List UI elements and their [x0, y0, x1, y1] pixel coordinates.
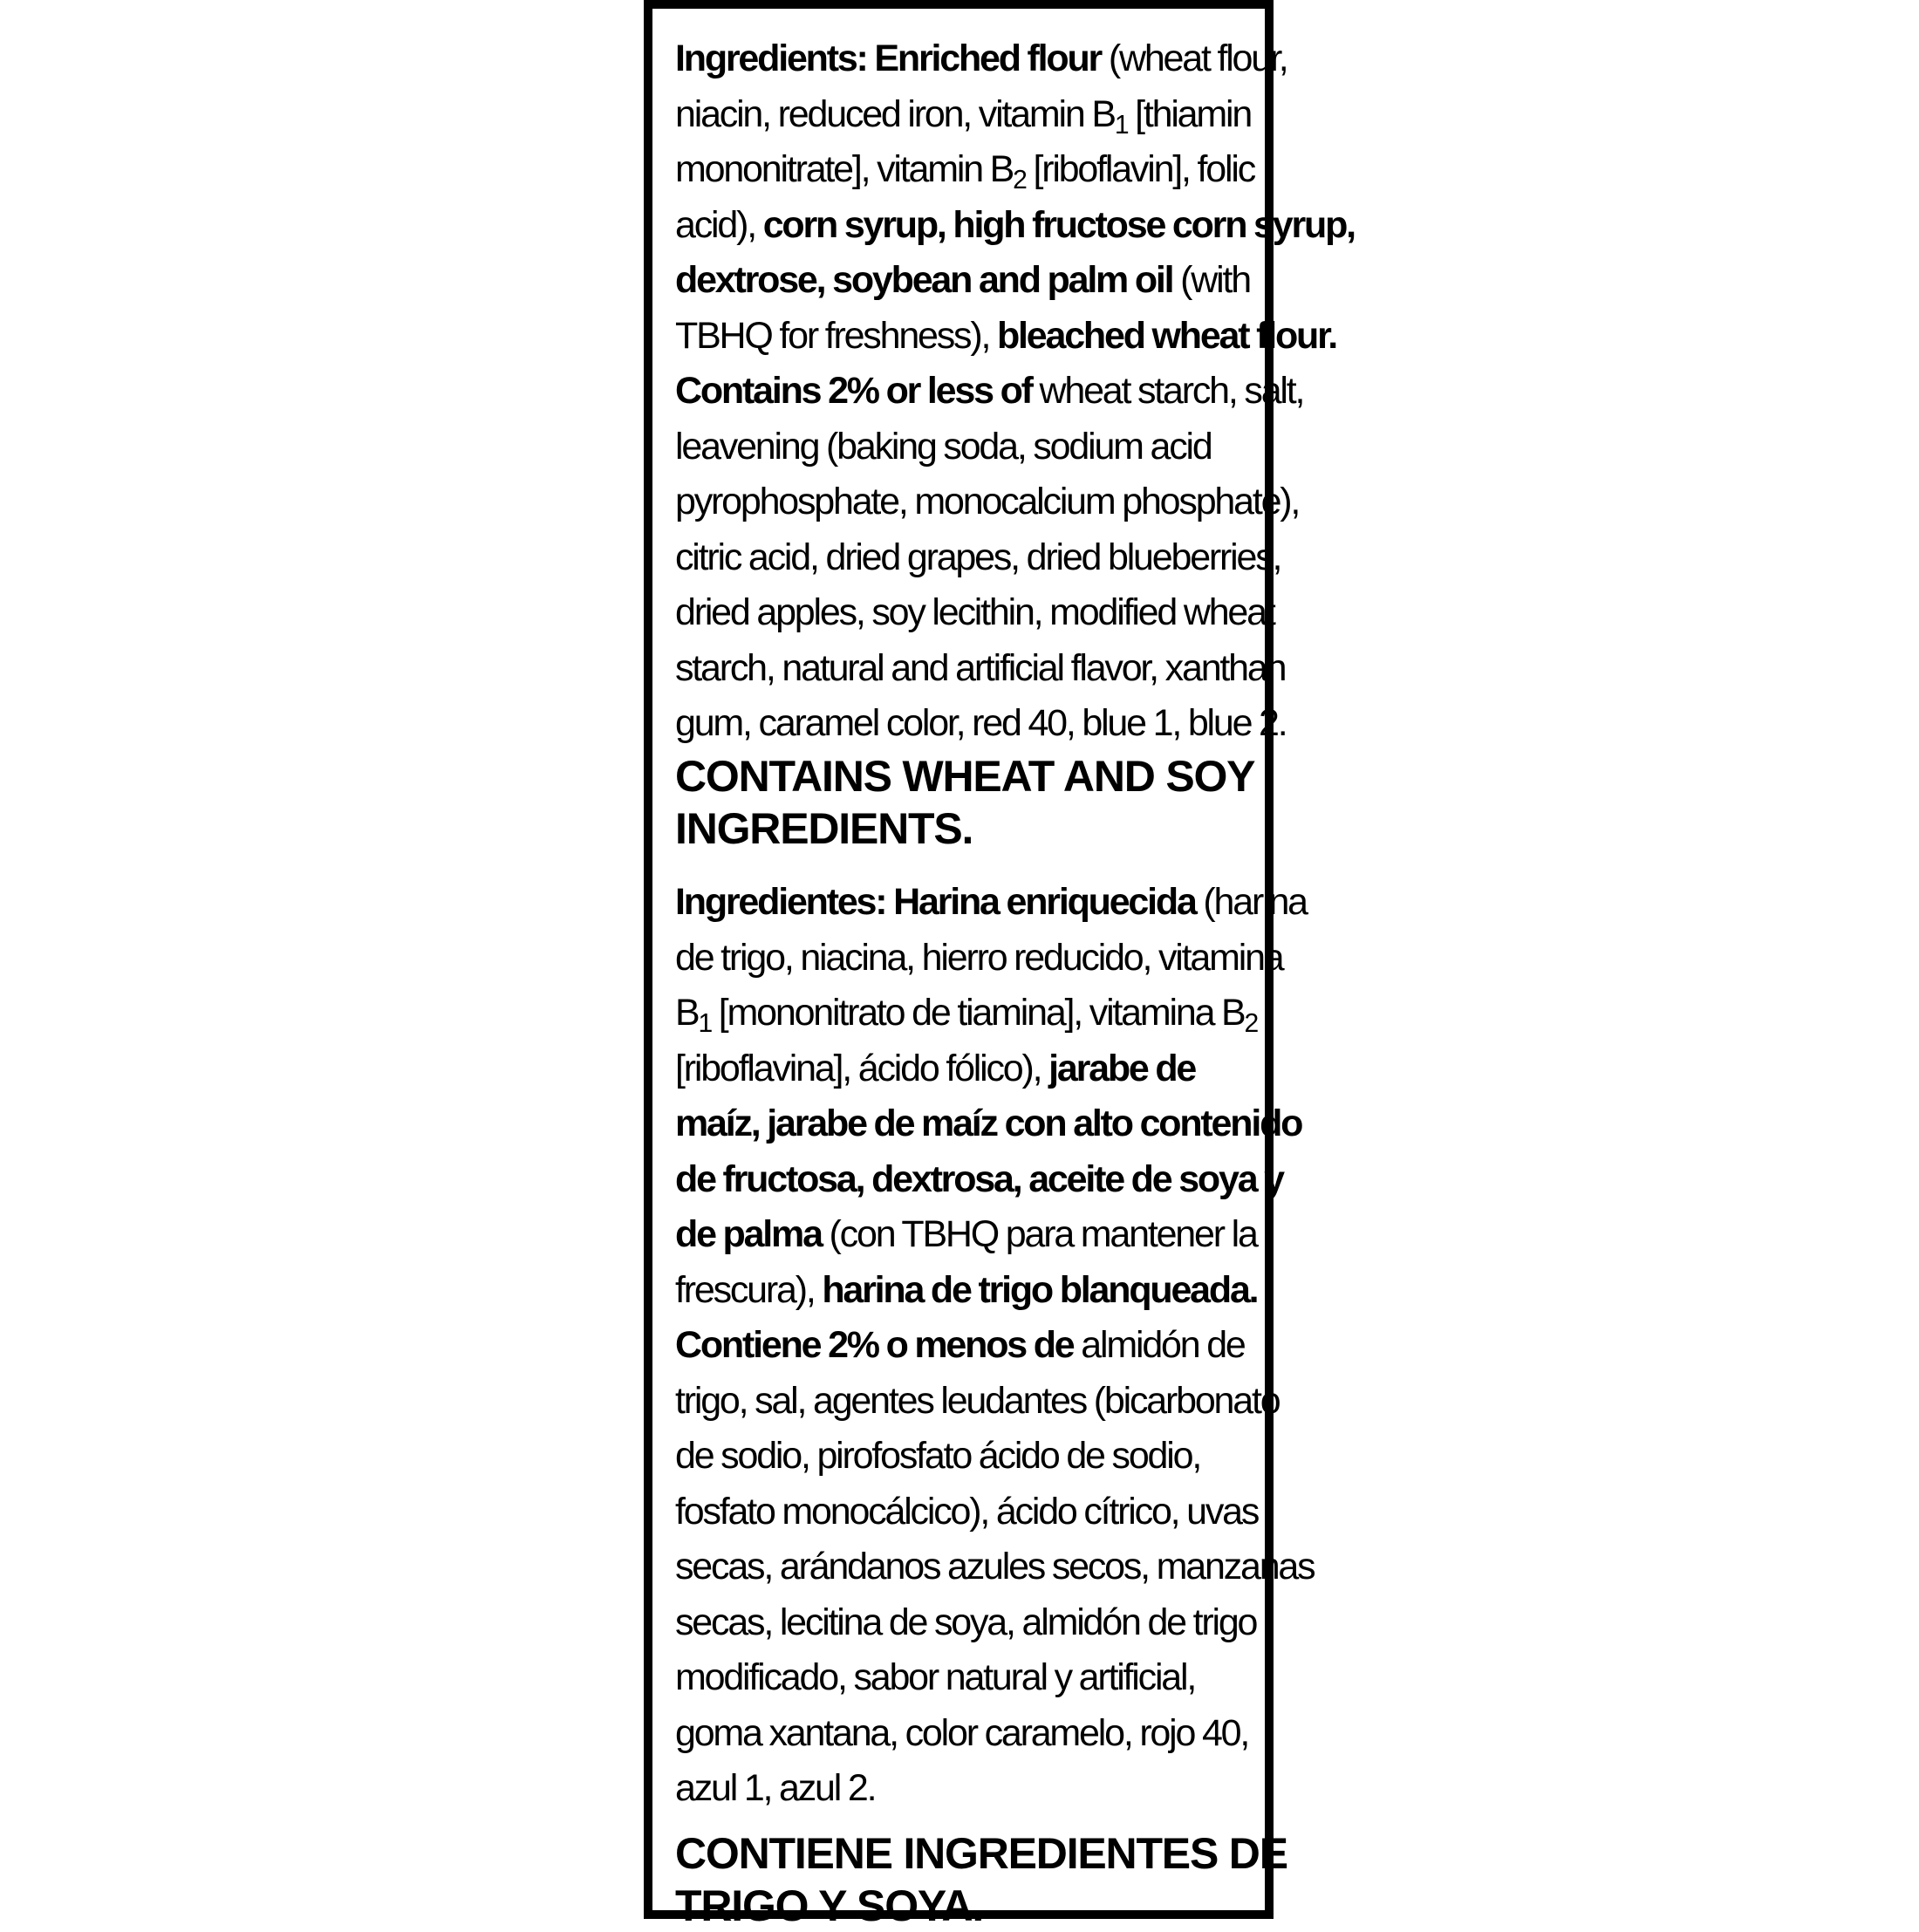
ingredient-line	[675, 641, 1286, 697]
text-run: acid),	[675, 203, 763, 246]
bold-run: maíz, jarabe de maíz con alto contenido	[675, 1103, 1302, 1144]
spanish-ingredients-text	[675, 875, 1315, 1817]
ingredient-line	[675, 1429, 1258, 1485]
text-run: mononitrate], vitamin B	[675, 148, 1014, 190]
ingredient-line	[675, 87, 1258, 143]
ingredient-line	[675, 1761, 1258, 1817]
text-run: (wheat flour,	[1101, 38, 1287, 79]
ingredient-line	[675, 198, 1355, 254]
ingredient-line	[675, 1263, 1258, 1319]
ingredient-line	[675, 474, 1300, 530]
subscript-run: 2	[1244, 1009, 1258, 1038]
ingredient-line	[675, 1152, 1283, 1208]
text-run: wheat starch, salt,	[1031, 370, 1304, 412]
bold-run: jarabe de	[1048, 1047, 1196, 1089]
text-run: de trigo, niacina, hierro reducido, vitamina	[675, 936, 1283, 979]
text-run: modificado, sabor natural y artificial,	[675, 1656, 1196, 1698]
ingredient-line	[675, 530, 1281, 586]
text-run: [thiamin	[1127, 92, 1252, 135]
text-run: B	[675, 992, 699, 1034]
text-run: niacin, reduced iron, vitamin B	[675, 92, 1115, 135]
ingredient-line	[675, 1207, 1258, 1263]
text-run: secas, arándanos azules secos, manzanas	[675, 1546, 1315, 1587]
subscript-run: 1	[698, 1009, 712, 1038]
ingredient-line	[675, 253, 1258, 309]
bold-run: bleached wheat flour.	[996, 314, 1337, 357]
ingredients-label-panel	[644, 0, 1355, 1930]
spanish-allergen-line-2: TRIGO Y SOYA.	[675, 1881, 984, 1930]
text-run: pyrophosphate, monocalcium phosphate),	[675, 481, 1300, 522]
bold-run: de fructosa, dextrosa, aceite de soya y	[675, 1157, 1283, 1200]
ingredient-line	[675, 142, 1258, 198]
english-ingredients-text	[675, 31, 1355, 752]
spanish-allergen-line-1: CONTIENE INGREDIENTES DE	[675, 1829, 1287, 1878]
ingredient-line	[675, 1485, 1258, 1540]
ingredient-line	[675, 1374, 1280, 1430]
ingredient-line	[675, 986, 1258, 1041]
english-allergen-line-1: CONTAINS WHEAT AND SOY	[675, 752, 1255, 801]
ingredient-line	[675, 31, 1287, 87]
text-run: goma xantana, color caramelo, rojo 40,	[675, 1711, 1249, 1754]
bold-run: Ingredients: Enriched flour	[675, 38, 1102, 79]
english-allergen-statement	[675, 750, 1258, 855]
text-run: secas, lecitina de soya, almidón de trigo	[675, 1601, 1257, 1643]
ingredient-line	[675, 585, 1274, 641]
bold-run: Contiene 2% o menos de	[675, 1324, 1074, 1366]
bold-run: corn syrup, high fructose corn syrup,	[762, 203, 1355, 246]
text-run: [riboflavina], ácido fólico),	[675, 1047, 1049, 1089]
subscript-run: 2	[1013, 166, 1026, 195]
text-run: trigo, sal, agentes leudantes (bicarbonato	[675, 1379, 1280, 1422]
text-run: almidón de	[1073, 1324, 1245, 1366]
text-run: fosfato monocálcico), ácido cítrico, uvas	[675, 1490, 1259, 1533]
bold-run: dextrose, soybean and palm oil	[675, 259, 1173, 301]
ingredient-line	[675, 1096, 1302, 1152]
ingredient-line	[675, 364, 1304, 420]
ingredient-line	[675, 1595, 1258, 1651]
text-run: frescura),	[675, 1268, 823, 1311]
bold-run: Contains 2% or less of	[675, 370, 1032, 412]
ingredient-line	[675, 1318, 1258, 1374]
ingredient-line	[675, 1539, 1315, 1595]
text-run: starch, natural and artificial flavor, xanthan	[675, 646, 1286, 689]
text-run: citric acid, dried grapes, dried blueberries,	[675, 536, 1281, 578]
subscript-run: 1	[1114, 110, 1128, 140]
text-run: [riboflavin], folic	[1025, 148, 1254, 190]
text-run: TBHQ for freshness),	[675, 314, 997, 357]
ingredient-line	[675, 1041, 1258, 1097]
text-run: dried apples, soy lecithin, modified wheat	[675, 591, 1274, 633]
ingredient-line	[675, 1706, 1258, 1762]
bold-run: Ingredientes: Harina enriquecida	[675, 881, 1196, 923]
text-run: [mononitrato de tiamina], vitamina B	[711, 992, 1245, 1034]
spanish-allergen-statement	[675, 1827, 1287, 1932]
ingredient-line	[675, 309, 1337, 365]
english-allergen-line-2: INGREDIENTS.	[675, 804, 973, 853]
text-run: (con TBHQ para mantener la	[821, 1213, 1257, 1255]
text-run: de sodio, pirofosfato ácido de sodio,	[675, 1435, 1201, 1477]
ingredient-line	[675, 1650, 1258, 1706]
text-run: (with	[1172, 259, 1250, 301]
text-run: leavening (baking soda, sodium acid	[675, 425, 1212, 468]
ingredient-line	[675, 696, 1287, 752]
bold-run: harina de trigo blanqueada.	[822, 1268, 1258, 1311]
ingredient-line	[675, 420, 1258, 475]
text-run: azul 1, azul 2.	[675, 1767, 876, 1809]
text-run: gum, caramel color, red 40, blue 1, blue 2.	[675, 702, 1287, 744]
text-run: (harina	[1195, 881, 1307, 923]
bold-run: de palma	[675, 1213, 822, 1255]
ingredient-line	[675, 931, 1283, 986]
ingredient-line	[675, 875, 1307, 931]
